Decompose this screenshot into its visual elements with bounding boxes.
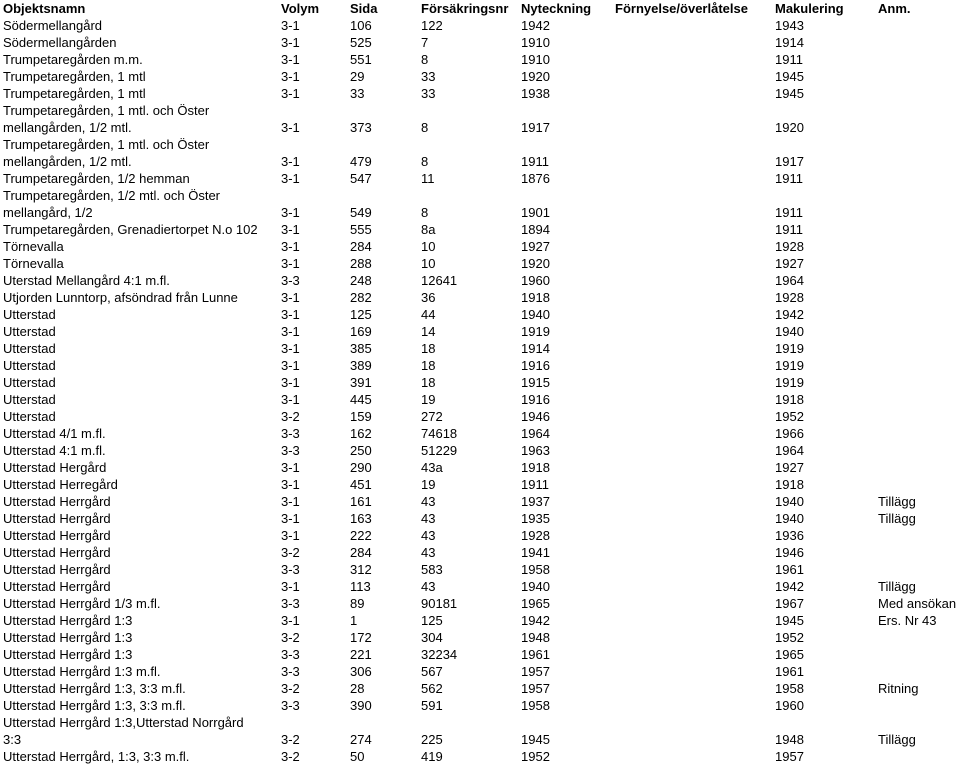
cell-volym: 3-1	[281, 154, 300, 169]
cell-makulering: 1917	[775, 154, 804, 169]
cell-nyteckning: 1958	[521, 562, 550, 577]
cell-sida: 106	[350, 18, 372, 33]
cell-sida: 525	[350, 35, 372, 50]
table-row	[0, 255, 960, 272]
cell-objektsnamn: Utterstad Herrgård 1:3	[3, 647, 133, 662]
table-row	[0, 238, 960, 255]
cell-forsakringsnr: 43	[421, 511, 436, 526]
cell-nyteckning: 1957	[521, 664, 550, 679]
cell-nyteckning: 1901	[521, 205, 550, 220]
cell-sida: 248	[350, 273, 372, 288]
table-row	[0, 272, 960, 289]
cell-makulering: 1966	[775, 426, 804, 441]
cell-sida: 373	[350, 120, 372, 135]
cell-objektsnamn: Utterstad	[3, 324, 56, 339]
table-row	[0, 629, 960, 646]
cell-makulering: 1940	[775, 494, 804, 509]
cell-volym: 3-2	[281, 732, 300, 747]
cell-nyteckning: 1940	[521, 307, 550, 322]
cell-objektsnamn: Utterstad Herrgård	[3, 545, 111, 560]
cell-makulering: 1945	[775, 613, 804, 628]
cell-sida: 312	[350, 562, 372, 577]
header-makulering: Makulering	[775, 1, 844, 16]
table-row	[0, 17, 960, 34]
header-fornyelse: Förnyelse/överlåtelse	[615, 1, 748, 16]
cell-sida: 162	[350, 426, 372, 441]
cell-objektsnamn: Utterstad	[3, 358, 56, 373]
cell-nyteckning: 1916	[521, 358, 550, 373]
cell-makulering: 1911	[775, 52, 803, 67]
cell-forsakringsnr: 122	[421, 18, 443, 33]
cell-makulering: 1952	[775, 630, 804, 645]
cell-sida: 451	[350, 477, 372, 492]
table-row	[0, 289, 960, 306]
cell-nyteckning: 1919	[521, 324, 550, 339]
cell-sida: 50	[350, 749, 365, 764]
cell-anm: Tillägg	[878, 511, 916, 526]
cell-forsakringsnr: 14	[421, 324, 436, 339]
cell-volym: 3-1	[281, 171, 300, 186]
cell-volym: 3-2	[281, 749, 300, 764]
cell-forsakringsnr: 8	[421, 52, 429, 67]
cell-volym: 3-1	[281, 324, 300, 339]
cell-objektsnamn: Utterstad	[3, 307, 56, 322]
cell-nyteckning: 1940	[521, 579, 550, 594]
cell-volym: 3-1	[281, 460, 300, 475]
cell-sida: 390	[350, 698, 372, 713]
cell-makulering: 1961	[775, 664, 804, 679]
cell-makulering: 1927	[775, 256, 804, 271]
table-row	[0, 493, 960, 510]
cell-objektsnamn: Utterstad Herrgård 1:3	[3, 613, 133, 628]
cell-objektsnamn: Utterstad Herrgård 1/3 m.fl.	[3, 596, 161, 611]
cell-nyteckning: 1946	[521, 409, 550, 424]
cell-makulering: 1942	[775, 307, 804, 322]
cell-forsakringsnr: 43	[421, 579, 436, 594]
table-row	[0, 680, 960, 697]
cell-nyteckning: 1918	[521, 290, 550, 305]
table-row	[0, 612, 960, 629]
cell-makulering: 1946	[775, 545, 804, 560]
cell-sida: 551	[350, 52, 372, 67]
cell-sida: 385	[350, 341, 372, 356]
cell-objektsnamn: Utjorden Lunntorp, afsöndrad från Lunne	[3, 290, 238, 305]
cell-sida: 479	[350, 154, 372, 169]
cell-objektsnamn: Trumpetaregården, 1/2 mtl. och Öster mellangård, 1/2	[3, 188, 221, 220]
cell-volym: 3-1	[281, 477, 300, 492]
cell-volym: 3-1	[281, 52, 300, 67]
cell-volym: 3-1	[281, 222, 300, 237]
cell-sida: 169	[350, 324, 372, 339]
cell-makulering: 1928	[775, 239, 804, 254]
cell-objektsnamn: Utterstad Herrgård	[3, 528, 111, 543]
cell-objektsnamn: Utterstad 4/1 m.fl.	[3, 426, 106, 441]
cell-nyteckning: 1914	[521, 341, 550, 356]
cell-forsakringsnr: 125	[421, 613, 443, 628]
table-row	[0, 51, 960, 68]
cell-volym: 3-3	[281, 647, 300, 662]
cell-makulering: 1940	[775, 324, 804, 339]
header-forsakringsnr: Försäkringsnr	[421, 1, 509, 16]
cell-sida: 284	[350, 239, 372, 254]
table-row	[0, 425, 960, 442]
cell-nyteckning: 1910	[521, 35, 550, 50]
cell-forsakringsnr: 36	[421, 290, 436, 305]
cell-objektsnamn: Törnevalla	[3, 256, 64, 271]
cell-makulering: 1948	[775, 732, 804, 747]
cell-volym: 3-1	[281, 511, 300, 526]
cell-sida: 125	[350, 307, 372, 322]
cell-makulering: 1945	[775, 69, 804, 84]
cell-volym: 3-1	[281, 290, 300, 305]
cell-volym: 3-1	[281, 494, 300, 509]
table-row	[0, 442, 960, 459]
cell-objektsnamn: Utterstad 4:1 m.fl.	[3, 443, 106, 458]
table-row	[0, 136, 960, 170]
cell-makulering: 1942	[775, 579, 804, 594]
cell-anm: Tillägg	[878, 579, 916, 594]
cell-nyteckning: 1948	[521, 630, 550, 645]
cell-sida: 222	[350, 528, 372, 543]
header-volym: Volym	[281, 1, 320, 16]
cell-volym: 3-3	[281, 596, 300, 611]
header-anm: Anm.	[878, 1, 911, 16]
cell-forsakringsnr: 43	[421, 545, 436, 560]
cell-objektsnamn: Utterstad Herrgård 1:3 m.fl.	[3, 664, 161, 679]
cell-nyteckning: 1964	[521, 426, 550, 441]
cell-forsakringsnr: 8	[421, 120, 429, 135]
cell-objektsnamn: Utterstad	[3, 341, 56, 356]
cell-sida: 547	[350, 171, 372, 186]
cell-anm: Ers. Nr 43	[878, 613, 937, 628]
table-row	[0, 187, 960, 221]
cell-objektsnamn: Utterstad Herrgård 1:3, 3:3 m.fl.	[3, 681, 186, 696]
cell-objektsnamn: Törnevalla	[3, 239, 64, 254]
table-row	[0, 459, 960, 476]
cell-nyteckning: 1961	[521, 647, 550, 662]
table-row	[0, 578, 960, 595]
cell-nyteckning: 1935	[521, 511, 550, 526]
cell-nyteckning: 1876	[521, 171, 550, 186]
cell-nyteckning: 1945	[521, 732, 550, 747]
cell-volym: 3-3	[281, 273, 300, 288]
cell-sida: 306	[350, 664, 372, 679]
table-row	[0, 221, 960, 238]
table-row	[0, 408, 960, 425]
cell-nyteckning: 1942	[521, 18, 550, 33]
cell-nyteckning: 1920	[521, 256, 550, 271]
table-row	[0, 170, 960, 187]
cell-volym: 3-1	[281, 341, 300, 356]
cell-objektsnamn: Utterstad	[3, 392, 56, 407]
cell-volym: 3-3	[281, 426, 300, 441]
cell-objektsnamn: Utterstad Herrgård	[3, 494, 111, 509]
cell-sida: 389	[350, 358, 372, 373]
cell-objektsnamn: Trumpetaregården, 1 mtl	[3, 86, 146, 101]
cell-forsakringsnr: 583	[421, 562, 443, 577]
cell-nyteckning: 1910	[521, 52, 550, 67]
cell-makulering: 1911	[775, 171, 803, 186]
cell-objektsnamn: Trumpetaregården, 1/2 hemman	[3, 171, 190, 186]
cell-makulering: 1967	[775, 596, 804, 611]
cell-objektsnamn: Utterstad Herrgård	[3, 562, 111, 577]
cell-makulering: 1918	[775, 477, 804, 492]
cell-sida: 161	[350, 494, 372, 509]
cell-nyteckning: 1916	[521, 392, 550, 407]
cell-forsakringsnr: 43	[421, 494, 436, 509]
cell-objektsnamn: Utterstad Herrgård	[3, 511, 111, 526]
cell-forsakringsnr: 10	[421, 256, 436, 271]
table-row	[0, 102, 960, 136]
cell-forsakringsnr: 562	[421, 681, 443, 696]
cell-forsakringsnr: 8	[421, 205, 429, 220]
cell-forsakringsnr: 51229	[421, 443, 458, 458]
cell-volym: 3-1	[281, 528, 300, 543]
cell-makulering: 1936	[775, 528, 804, 543]
cell-volym: 3-1	[281, 392, 300, 407]
cell-makulering: 1919	[775, 358, 804, 373]
cell-forsakringsnr: 304	[421, 630, 443, 645]
cell-forsakringsnr: 272	[421, 409, 443, 424]
cell-forsakringsnr: 12641	[421, 273, 458, 288]
cell-volym: 3-1	[281, 613, 300, 628]
cell-sida: 163	[350, 511, 372, 526]
header-nyteckning: Nyteckning	[521, 1, 592, 16]
cell-nyteckning: 1941	[521, 545, 550, 560]
cell-volym: 3-3	[281, 664, 300, 679]
cell-volym: 3-3	[281, 443, 300, 458]
cell-nyteckning: 1938	[521, 86, 550, 101]
cell-forsakringsnr: 567	[421, 664, 443, 679]
cell-forsakringsnr: 33	[421, 69, 436, 84]
cell-nyteckning: 1958	[521, 698, 550, 713]
cell-nyteckning: 1920	[521, 69, 550, 84]
cell-makulering: 1960	[775, 698, 804, 713]
cell-nyteckning: 1960	[521, 273, 550, 288]
cell-nyteckning: 1965	[521, 596, 550, 611]
cell-volym: 3-1	[281, 375, 300, 390]
cell-objektsnamn: Utterstad	[3, 409, 56, 424]
cell-nyteckning: 1942	[521, 613, 550, 628]
cell-objektsnamn: Utterstad Herregård	[3, 477, 118, 492]
cell-sida: 445	[350, 392, 372, 407]
cell-objektsnamn: Trumpetaregården m.m.	[3, 52, 143, 67]
cell-makulering: 1940	[775, 511, 804, 526]
table-row	[0, 646, 960, 663]
cell-forsakringsnr: 43	[421, 528, 436, 543]
cell-nyteckning: 1911	[521, 477, 549, 492]
cell-sida: 284	[350, 545, 372, 560]
cell-nyteckning: 1911	[521, 154, 549, 169]
cell-sida: 250	[350, 443, 372, 458]
table-row	[0, 663, 960, 680]
cell-forsakringsnr: 419	[421, 749, 443, 764]
cell-sida: 288	[350, 256, 372, 271]
cell-forsakringsnr: 11	[421, 171, 435, 186]
table-row	[0, 510, 960, 527]
cell-forsakringsnr: 10	[421, 239, 436, 254]
cell-sida: 29	[350, 69, 365, 84]
cell-anm: Tillägg	[878, 494, 916, 509]
cell-makulering: 1919	[775, 341, 804, 356]
cell-objektsnamn: Utterstad	[3, 375, 56, 390]
cell-forsakringsnr: 32234	[421, 647, 458, 662]
cell-anm: Med ansökan	[878, 596, 957, 611]
table-row	[0, 748, 960, 765]
cell-volym: 3-1	[281, 18, 300, 33]
table-header-row	[0, 0, 960, 17]
cell-sida: 89	[350, 596, 365, 611]
cell-sida: 290	[350, 460, 372, 475]
cell-forsakringsnr: 18	[421, 358, 436, 373]
table-row	[0, 544, 960, 561]
cell-makulering: 1945	[775, 86, 804, 101]
cell-sida: 172	[350, 630, 372, 645]
cell-makulering: 1918	[775, 392, 804, 407]
cell-sida: 33	[350, 86, 365, 101]
cell-objektsnamn: Utterstad Hergård	[3, 460, 107, 475]
table-row	[0, 34, 960, 51]
cell-nyteckning: 1963	[521, 443, 550, 458]
cell-anm: Ritning	[878, 681, 919, 696]
header-sida: Sida	[350, 1, 378, 16]
table-row	[0, 595, 960, 612]
cell-sida: 555	[350, 222, 372, 237]
cell-makulering: 1957	[775, 749, 804, 764]
cell-volym: 3-1	[281, 35, 300, 50]
cell-nyteckning: 1915	[521, 375, 550, 390]
table-row	[0, 527, 960, 544]
cell-volym: 3-1	[281, 69, 300, 84]
table-row	[0, 306, 960, 323]
table-row	[0, 68, 960, 85]
cell-forsakringsnr: 18	[421, 375, 436, 390]
cell-objektsnamn: Trumpetaregården, Grenadiertorpet N.o 102	[3, 222, 258, 237]
cell-objektsnamn: Södermellangård	[3, 18, 103, 33]
cell-makulering: 1952	[775, 409, 804, 424]
cell-forsakringsnr: 43a	[421, 460, 443, 475]
cell-nyteckning: 1937	[521, 494, 550, 509]
cell-makulering: 1920	[775, 120, 804, 135]
cell-sida: 391	[350, 375, 372, 390]
cell-volym: 3-3	[281, 562, 300, 577]
cell-forsakringsnr: 19	[421, 392, 436, 407]
cell-forsakringsnr: 225	[421, 732, 443, 747]
table-row	[0, 357, 960, 374]
cell-makulering: 1961	[775, 562, 804, 577]
cell-nyteckning: 1957	[521, 681, 550, 696]
cell-sida: 28	[350, 681, 365, 696]
cell-nyteckning: 1918	[521, 460, 550, 475]
cell-makulering: 1911	[775, 222, 803, 237]
cell-sida: 549	[350, 205, 372, 220]
cell-makulering: 1919	[775, 375, 804, 390]
cell-sida: 274	[350, 732, 372, 747]
cell-objektsnamn: Utterstad Herrgård	[3, 579, 111, 594]
cell-makulering: 1927	[775, 460, 804, 475]
cell-objektsnamn: Södermellangården	[3, 35, 117, 50]
cell-forsakringsnr: 33	[421, 86, 436, 101]
cell-volym: 3-2	[281, 630, 300, 645]
cell-makulering: 1911	[775, 205, 803, 220]
cell-volym: 3-1	[281, 256, 300, 271]
cell-volym: 3-2	[281, 681, 300, 696]
cell-forsakringsnr: 18	[421, 341, 436, 356]
table-row	[0, 323, 960, 340]
cell-nyteckning: 1928	[521, 528, 550, 543]
table-row	[0, 561, 960, 578]
cell-volym: 3-1	[281, 307, 300, 322]
cell-makulering: 1965	[775, 647, 804, 662]
cell-volym: 3-1	[281, 205, 300, 220]
cell-anm: Tillägg	[878, 732, 916, 747]
table-row	[0, 697, 960, 714]
cell-objektsnamn: Trumpetaregården, 1 mtl	[3, 69, 146, 84]
cell-objektsnamn: Utterstad Herrgård, 1:3, 3:3 m.fl.	[3, 749, 190, 764]
cell-forsakringsnr: 19	[421, 477, 436, 492]
cell-sida: 282	[350, 290, 372, 305]
cell-nyteckning: 1917	[521, 120, 550, 135]
cell-volym: 3-1	[281, 579, 300, 594]
cell-volym: 3-1	[281, 358, 300, 373]
cell-objektsnamn: Utterstad Herrgård 1:3, 3:3 m.fl.	[3, 698, 186, 713]
table-row	[0, 714, 960, 748]
cell-forsakringsnr: 591	[421, 698, 443, 713]
cell-sida: 1	[350, 613, 358, 628]
cell-nyteckning: 1927	[521, 239, 550, 254]
cell-forsakringsnr: 90181	[421, 596, 458, 611]
cell-forsakringsnr: 44	[421, 307, 436, 322]
cell-volym: 3-1	[281, 120, 300, 135]
cell-forsakringsnr: 74618	[421, 426, 458, 441]
cell-objektsnamn: Utterstad Herrgård 1:3	[3, 630, 133, 645]
cell-objektsnamn: Trumpetaregården, 1 mtl. och Öster mellangården, 1/2 mtl.	[3, 103, 210, 135]
cell-objektsnamn: Trumpetaregården, 1 mtl. och Öster mellangården, 1/2 mtl.	[3, 137, 210, 169]
table-row	[0, 85, 960, 102]
cell-makulering: 1943	[775, 18, 804, 33]
cell-volym: 3-1	[281, 86, 300, 101]
table-row	[0, 476, 960, 493]
cell-forsakringsnr: 8	[421, 154, 429, 169]
cell-volym: 3-3	[281, 698, 300, 713]
cell-sida: 221	[350, 647, 372, 662]
cell-volym: 3-2	[281, 409, 300, 424]
cell-objektsnamn: Uterstad Mellangård 4:1 m.fl.	[3, 273, 170, 288]
cell-volym: 3-2	[281, 545, 300, 560]
cell-volym: 3-1	[281, 239, 300, 254]
table-row	[0, 391, 960, 408]
cell-forsakringsnr: 8a	[421, 222, 436, 237]
cell-makulering: 1914	[775, 35, 804, 50]
cell-forsakringsnr: 7	[421, 35, 429, 50]
cell-nyteckning: 1952	[521, 749, 550, 764]
table-row	[0, 340, 960, 357]
cell-makulering: 1964	[775, 443, 804, 458]
cell-makulering: 1964	[775, 273, 804, 288]
cell-nyteckning: 1894	[521, 222, 550, 237]
cell-makulering: 1958	[775, 681, 804, 696]
header-objektsnamn: Objektsnamn	[3, 1, 86, 16]
cell-makulering: 1928	[775, 290, 804, 305]
cell-objektsnamn: Utterstad Herrgård 1:3,Utterstad Norrgård 3:3	[3, 715, 244, 747]
cell-sida: 159	[350, 409, 372, 424]
table-row	[0, 374, 960, 391]
cell-sida: 113	[350, 579, 371, 594]
